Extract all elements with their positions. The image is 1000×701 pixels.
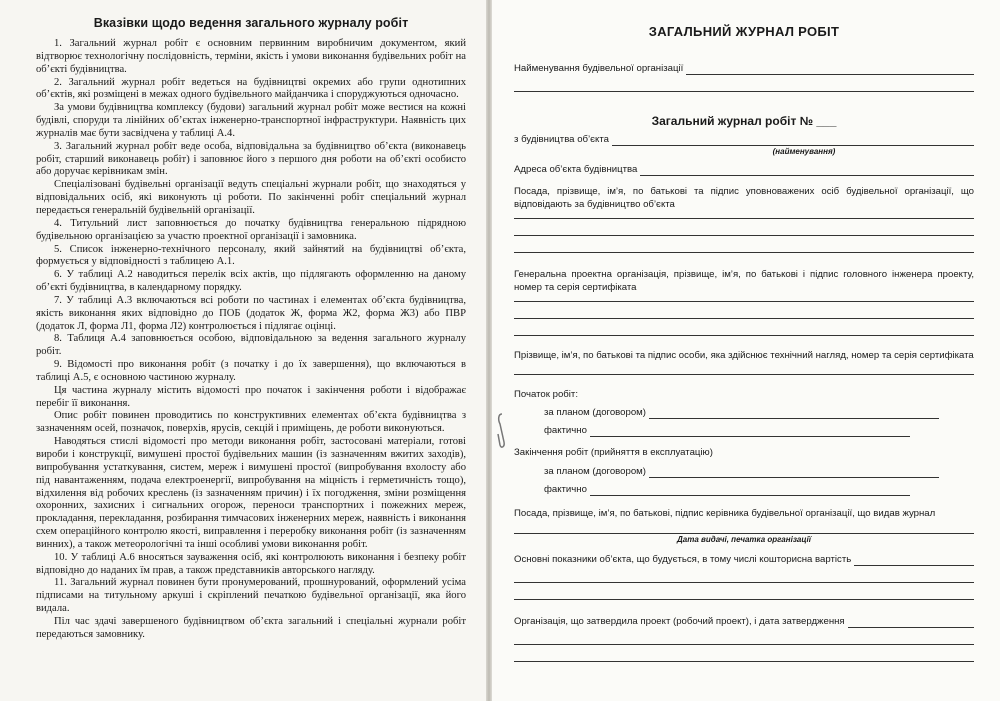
instruction-paragraph: 6. У таблиці А.2 наводиться перелік всіх актів, що підлягають оформленню на даному об’єкті будівництва, в календарному порядку. bbox=[36, 269, 466, 294]
indicators-row bbox=[514, 554, 974, 566]
address-field[interactable] bbox=[640, 165, 974, 176]
instruction-paragraph: 3. Загальний журнал робіт веде особа, відповідальна за будівництво об’єкта (виконавець робіт, старший виконавець робіт) і заповнює його з першого дня роботи на об’єкті особисто або доручає керівникам змін. bbox=[36, 140, 466, 178]
end-actual-row bbox=[514, 484, 974, 496]
right-page bbox=[492, 0, 1000, 701]
start-actual-row bbox=[514, 425, 974, 437]
general-design-field[interactable] bbox=[514, 317, 974, 319]
instruction-paragraph: Піл час здачі завершеного будівництвом об’єкта загальний і спеціальні журнали робіт передаються замовнику. bbox=[36, 615, 466, 640]
indicators-field[interactable] bbox=[514, 581, 974, 583]
responsible-field[interactable] bbox=[514, 217, 974, 219]
responsible-field[interactable] bbox=[514, 251, 974, 253]
journal-number-title: Загальний журнал робіт № ___ bbox=[651, 114, 837, 128]
instruction-paragraph: 11. Загальний журнал повинен бути пронумерований, прошнурований, оформлений усіма підписами на титульному аркуші і скріплений печаткою будівельної організації, яка його видала. bbox=[36, 577, 466, 615]
general-design-field[interactable] bbox=[514, 334, 974, 336]
end-plan-row bbox=[514, 466, 974, 478]
instruction-paragraph: 8. Таблиця А.4 заповнюється особою, відповідальною за ведення загального журналу робіт. bbox=[36, 333, 466, 358]
issue-note: Дата видачі, печатка організації bbox=[677, 535, 811, 544]
end-plan-label: за планом (договором) bbox=[544, 465, 646, 477]
end-label: Закінчення робіт (прийняття в експлуатацію) bbox=[514, 447, 713, 458]
indicators-field[interactable] bbox=[514, 598, 974, 600]
instructions-title: Вказівки щодо ведення загального журналу робіт bbox=[93, 16, 409, 30]
head-field[interactable] bbox=[514, 532, 974, 534]
instruction-paragraph: 9. Відомості про виконання робіт (з початку і до їх завершення), що включаються в таблиці А.5, є основною частиною журналу. bbox=[36, 359, 466, 383]
instruction-paragraph: 1. Загальний журнал робіт є основним первинним виробничим документом, який відтворює технологічну послідовність, терміни, якість і умови виконання будівельних робіт на об’єкті будівництва. bbox=[36, 38, 466, 75]
org-name-field-line[interactable] bbox=[514, 90, 974, 92]
approved-field[interactable] bbox=[514, 660, 974, 662]
approved-field[interactable] bbox=[514, 643, 974, 645]
journal-title: ЗАГАЛЬНИЙ ЖУРНАЛ РОБІТ bbox=[648, 24, 840, 39]
start-actual-field[interactable] bbox=[590, 426, 910, 437]
start-label: Початок робіт: bbox=[514, 388, 578, 400]
end-plan-field[interactable] bbox=[649, 467, 939, 478]
responsible-field[interactable] bbox=[514, 234, 974, 236]
object-row bbox=[514, 134, 974, 146]
start-plan-field[interactable] bbox=[649, 408, 939, 419]
address-label: Адреса об’єкта будівництва bbox=[514, 164, 638, 175]
org-name-field[interactable] bbox=[686, 64, 974, 75]
general-design-label: Генеральна проектна організація, прізвище, ім’я, по батькові і підпис головного інженера проекту, номер та серія сертифіката bbox=[514, 269, 974, 293]
address-row bbox=[514, 164, 974, 176]
start-actual-label: фактично bbox=[544, 425, 587, 436]
approved-label: Організація, що затвердила проект (робочий проект), і дата затвердження bbox=[514, 616, 845, 627]
start-plan-row bbox=[514, 407, 974, 419]
responsible-label: Посада, прізвище, ім’я, по батькові та підпис уповноважених осіб будівельної організації, що відповідають за будівництво об’єкта bbox=[514, 186, 974, 210]
paper-clip-icon bbox=[496, 412, 508, 452]
general-design-field[interactable] bbox=[514, 300, 974, 302]
approved-row bbox=[514, 616, 974, 628]
head-label: Посада, прізвище, ім’я, по батькові, підпис керівника будівельної організації, що видав журнал bbox=[514, 507, 936, 519]
end-actual-field[interactable] bbox=[590, 485, 910, 496]
approved-field[interactable] bbox=[848, 617, 974, 628]
object-field[interactable] bbox=[612, 135, 974, 146]
instruction-paragraph: Опис робіт повинен проводитись по конструктивних елементах об’єкта будівництва з зазначенням осей, позначок, поверхів, ярусів, секцій і приміщень, де роботи виконуються. bbox=[36, 410, 466, 435]
indicators-label: Основні показники об’єкта, що будується, в тому числі кошторисна вартість bbox=[514, 554, 852, 565]
instruction-paragraph: 5. Список інженерно-технічного персоналу, який зайнятий на будівництві об’єкта, формується у відповідності з таблицею А.1. bbox=[36, 243, 466, 268]
instruction-paragraph: За умови будівництва комплексу (будови) загальний журнал робіт може вестися на кожні будівлі, споруди та лінійних об’єктах інженерно-транспортної інфраструктури. Наявність цих журналів має бути засвідчена у таблиці А.4. bbox=[36, 102, 466, 139]
supervision-field[interactable] bbox=[514, 373, 974, 375]
start-plan-label: за планом (договором) bbox=[544, 407, 646, 418]
supervision-label: Прізвище, ім’я, по батькові та підпис особи, яка здійснює технічний нагляд, номер та серія сертифіката bbox=[514, 350, 974, 361]
org-name-row bbox=[514, 63, 974, 75]
instruction-paragraph: Спеціалізовані будівельні організації ведуть спеціальні журнали робіт, що знаходяться у відповідальних осіб, які виконують ці роботи. По закінченні робіт спеціальний журнал передається генеральній будівельній організації. bbox=[36, 179, 466, 216]
instructions-body bbox=[36, 38, 466, 642]
left-page bbox=[0, 0, 488, 701]
instruction-paragraph: 10. У таблиці А.6 вносяться зауваження осіб, які контролюють виконання і безпеку робіт відповідно до наданих їм прав, а також представників авторського нагляду. bbox=[36, 551, 466, 576]
instruction-paragraph: Ця частина журналу містить відомості про початок і закінчення роботи і відображає перебіг її виконання. bbox=[36, 384, 466, 409]
indicators-field[interactable] bbox=[854, 555, 974, 566]
instruction-paragraph: 2. Загальний журнал робіт ведеться на будівництві окремих або групи однотипних об’єктів, які розміщені в межах одного будівельного майданчика і споруджуються одночасно. bbox=[36, 76, 466, 101]
instruction-paragraph: 4. Титульний лист заповнюється до початку будівництва генеральною підрядною будівельною організацією за участю проектної організації і замовника. bbox=[36, 217, 466, 242]
org-name-label: Найменування будівельної організації bbox=[514, 63, 684, 74]
instruction-paragraph: Наводяться стислі відомості про методи виконання робіт, застосовані матеріали, готові вироби і конструкції, вимушені простої будівельних машин (із зазначенням вжитих заходів), випробування устаткування, систем, мереж і вимушені простої (випробування вхолосту або під навантаженням, подача електроенергії, випробування на міцність і герметичність тощо), відхилення від робочих креслень (із зазначенням причин) і їх погодження, зміни розміщення охоронних, захисних і сигнальних огорож, переноси транспортних і пожежних мереж, прокладання, перекладання, розбирання тимчасових інженерних мереж, наявність і виконання схем операційного контролю якості, виправлення і переробку виконання робіт (із зазначенням винних), а також метеорологічні та інші особливі умови виконання робіт. bbox=[36, 436, 466, 550]
object-note: (найменування) bbox=[772, 147, 836, 156]
instruction-paragraph: 7. У таблиці А.3 включаються всі роботи по частинах і елементах об’єкта будівництва, якість виконання яких відповідно до ПОБ (додаток Ж, форма Ж2, форма Ж3) або ПВР (додаток Л, форма Л1, форма Л2) контролюється і підлягає оцінці. bbox=[36, 294, 466, 332]
object-label: з будівництва об’єкта bbox=[514, 134, 609, 145]
end-actual-label: фактично bbox=[544, 483, 587, 495]
